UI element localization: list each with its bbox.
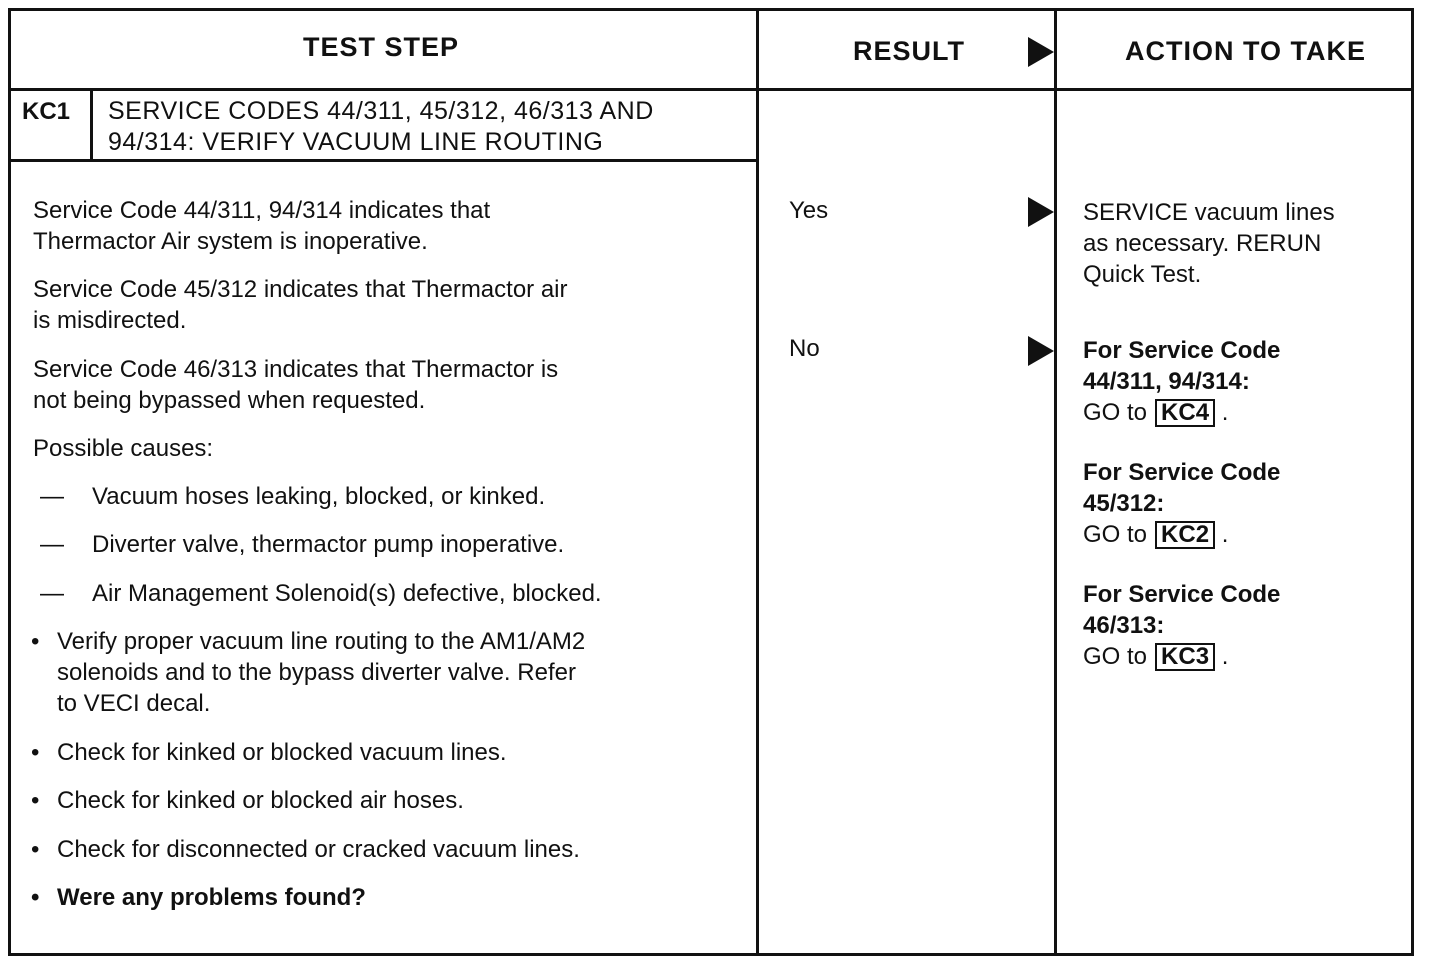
text-line: Service Code 44/311, 94/314 indicates that [33, 197, 491, 224]
para-45-312 [33, 274, 568, 336]
step-title-line: SERVICE CODES 44/311, 45/312, 46/313 AND [108, 97, 654, 125]
cause-item [40, 578, 602, 609]
goto-kc4-link[interactable]: KC4 [1155, 399, 1215, 427]
step-code: KC1 [22, 98, 71, 125]
text-line: Check for disconnected or cracked vacuum lines. [57, 836, 580, 863]
step-title-line: 94/314: VERIFY VACUUM LINE ROUTING [108, 128, 604, 156]
text-line: For Service Code [1083, 337, 1281, 364]
text-line: Service Code 46/313 indicates that Thermactor is [33, 356, 559, 383]
cause-text: Air Management Solenoid(s) defective, blocked. [92, 580, 602, 607]
question-problems-found [31, 882, 366, 913]
goto-line [1083, 519, 1280, 550]
result-yes-arrow-icon [1028, 197, 1054, 227]
check-item-verify-routing [31, 626, 585, 719]
text-line: 45/312: [1083, 490, 1165, 517]
text-line: Verify proper vacuum line routing to the AM1/AM2 [57, 628, 586, 655]
check-item-air-hoses [31, 785, 464, 816]
text-line: Service Code 45/312 indicates that Thermactor air [33, 276, 568, 303]
bullet-mark: • [31, 628, 40, 655]
divider-action-column [1054, 8, 1057, 956]
check-item-disconnected [31, 834, 580, 865]
cause-text: Vacuum hoses leaking, blocked, or kinked. [92, 483, 546, 510]
header-result: RESULT [853, 36, 965, 66]
bullet-mark: • [31, 884, 40, 911]
para-44-311 [33, 195, 490, 257]
para-46-313 [33, 354, 558, 416]
bullet-mark: • [31, 836, 40, 863]
check-item-vacuum-lines [31, 737, 507, 768]
dash-mark: — [40, 483, 64, 510]
bullet-mark: • [31, 787, 40, 814]
text-line: solenoids and to the bypass diverter valve. Refer [57, 659, 576, 686]
text-line: SERVICE vacuum lines [1083, 199, 1335, 226]
header-test-step: TEST STEP [303, 32, 460, 62]
code-cell-divider [90, 90, 93, 160]
text-line: to VECI decal. [57, 690, 211, 717]
header-arrow-icon [1028, 37, 1054, 67]
text-line: Thermactor Air system is inoperative. [33, 228, 428, 255]
cause-text: Diverter valve, thermactor pump inoperative. [92, 531, 565, 558]
text-line: Quick Test. [1083, 261, 1202, 288]
text-line: not being bypassed when requested. [33, 387, 426, 414]
goto-kc3-link[interactable]: KC3 [1155, 643, 1215, 671]
action-block-kc3 [1083, 579, 1280, 672]
text-line: 44/311, 94/314: [1083, 368, 1250, 395]
goto-text: GO to [1083, 399, 1148, 426]
text-line: 46/313: [1083, 612, 1165, 639]
goto-line [1083, 397, 1280, 428]
action-yes [1083, 197, 1335, 290]
cause-item [40, 529, 564, 560]
header-action: ACTION TO TAKE [1125, 36, 1366, 66]
bullet-mark: • [31, 739, 40, 766]
divider-result-column [756, 8, 759, 956]
text-line: For Service Code [1083, 581, 1281, 608]
dash-mark: — [40, 580, 64, 607]
dash-mark: — [40, 531, 64, 558]
goto-text: GO to [1083, 521, 1148, 548]
action-block-kc4 [1083, 335, 1280, 428]
result-no: No [789, 335, 820, 362]
text-line: is misdirected. [33, 307, 187, 334]
goto-line [1083, 641, 1280, 672]
possible-causes-heading: Possible causes: [33, 435, 214, 462]
step-title-divider [8, 159, 758, 162]
text-line: For Service Code [1083, 459, 1281, 486]
period: . [1221, 643, 1229, 670]
question-text: Were any problems found? [57, 884, 366, 911]
cause-item [40, 481, 545, 512]
goto-text: GO to [1083, 643, 1148, 670]
goto-kc2-link[interactable]: KC2 [1155, 521, 1215, 549]
period: . [1221, 399, 1229, 426]
result-yes: Yes [789, 197, 829, 224]
action-block-kc2 [1083, 457, 1280, 550]
header-divider [8, 88, 1414, 91]
text-line: as necessary. RERUN [1083, 230, 1322, 257]
result-no-arrow-icon [1028, 336, 1054, 366]
step-title [108, 96, 654, 158]
period: . [1221, 521, 1229, 548]
text-line: Check for kinked or blocked air hoses. [57, 787, 464, 814]
text-line: Check for kinked or blocked vacuum lines. [57, 739, 507, 766]
